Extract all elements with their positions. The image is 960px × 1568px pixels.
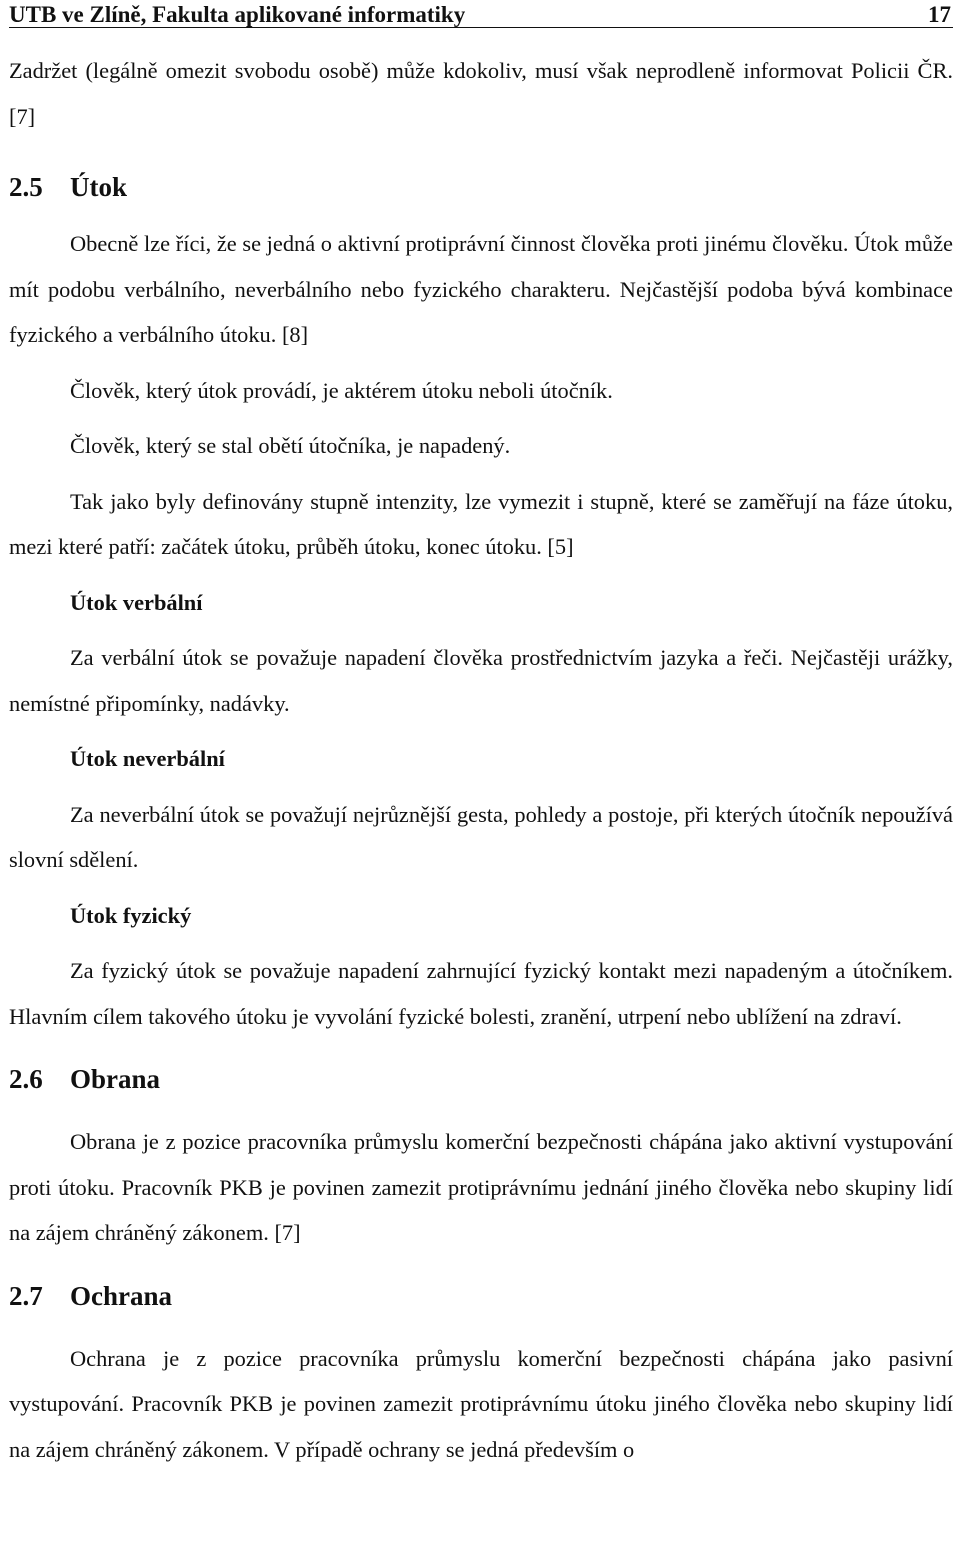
paragraph: Za fyzický útok se považuje napadení zahrnující fyzický kontakt mezi napadeným a útočníkem. Hlavním cílem takového útoku je vyvolání fyzické bolesti, zranění, utrpení nebo ublížení na zdraví. <box>9 958 953 1029</box>
section-number: 2.5 <box>9 172 43 202</box>
paragraph: Člověk, který útok provádí, je aktérem útoku neboli útočník. <box>70 377 613 403</box>
paragraph: Člověk, který se stal obětí útočníka, je napadený. <box>70 433 511 458</box>
subsection-heading: Útok fyzický <box>70 902 192 928</box>
header-title: UTB ve Zlíně, Fakulta aplikované informatiky <box>9 2 466 27</box>
paragraph: Za neverbální útok se považují nejrůznější gesta, pohledy a postoje, při kterých útočník nepoužívá slovní sdělení. <box>9 801 953 872</box>
paragraph: Za verbální útok se považuje napadení člověka prostřednictvím jazyka a řeči. Nejčastěji urážky, nemístné připomínky, nadávky. <box>9 645 953 716</box>
page-header <box>9 0 953 28</box>
section-heading-2-7 <box>9 1276 953 1316</box>
section-number: 2.7 <box>9 1280 43 1311</box>
paragraph: Obrana je z pozice pracovníka průmyslu komerční bezpečnosti chápána jako aktivní vystupování proti útoku. Pracovník PKB je povinen zamezit protiprávnímu jednání jiného člověka nebo skupiny lidí na zájem chráněný zákonem. [7] <box>9 1129 953 1245</box>
paragraph: Obecně lze říci, že se jedná o aktivní protiprávní činnost člověka proti jinému člověku. Útok může mít podobu verbálního, neverbálního nebo fyzického charakteru. Nejčastější podoba bývá kombinace fyzického a verbálního útoku. [8] <box>9 231 953 347</box>
section-title: Útok <box>70 172 128 202</box>
section-heading-2-5 <box>9 167 953 207</box>
page-number: 17 <box>928 2 951 27</box>
section-title: Ochrana <box>70 1280 173 1311</box>
section-number: 2.6 <box>9 1064 43 1094</box>
paragraph: Tak jako byly definovány stupně intenzity, lze vymezit i stupně, které se zaměřují na fáze útoku, mezi které patří: začátek útoku, průběh útoku, konec útoku. [5] <box>9 488 953 559</box>
page-content <box>9 28 953 1472</box>
paragraph: Ochrana je z pozice pracovníka průmyslu komerční bezpečnosti chápána jako pasivní vystupování. Pracovník PKB je povinen zamezit protiprávnímu útoku jiného člověka nebo skupiny lidí na zájem chráněný zákonem. V případě ochrany se jedná především o <box>9 1345 953 1462</box>
section-heading-2-6 <box>9 1059 953 1099</box>
section-title: Obrana <box>70 1064 161 1094</box>
intro-paragraph: Zadržet (legálně omezit svobodu osobě) může kdokoliv, musí však neprodleně informovat Policii ČR. [7] <box>9 58 953 129</box>
subsection-heading: Útok verbální <box>70 589 203 615</box>
subsection-heading: Útok neverbální <box>70 746 225 771</box>
